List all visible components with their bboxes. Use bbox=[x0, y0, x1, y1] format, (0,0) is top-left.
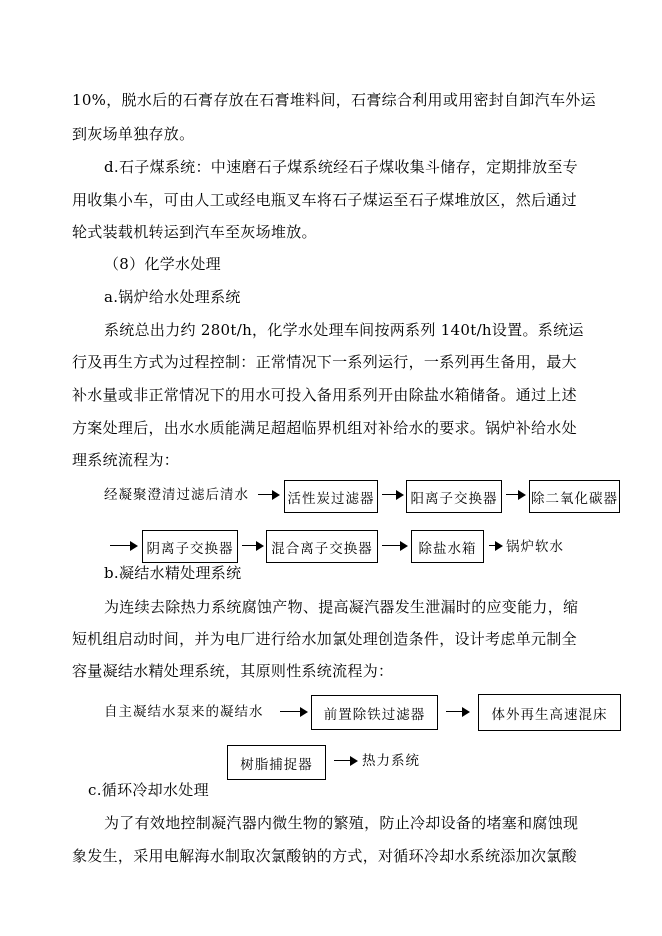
text-line: 短机组启动时间，并为电厂进行给水加氯处理创造条件，设计考虑单元制全 bbox=[72, 630, 577, 648]
text-line: 用收集小车，可由人工或经电瓶叉车将石子煤运至石子煤堆放区，然后通过 bbox=[72, 191, 577, 209]
text-line: 象发生，采用电解海水制取次氯酸钠的方式，对循环冷却水系统添加次氯酸 bbox=[72, 847, 577, 865]
subsection-heading: b.凝结水精处理系统 bbox=[104, 564, 242, 582]
text-line: 方案处理后，出水水质能满足超超临界机组对补给水的要求。锅炉补给水处 bbox=[72, 419, 577, 437]
flow-arrow bbox=[110, 541, 138, 551]
flow-box-resin-trap: 树脂捕捉器 bbox=[227, 745, 326, 780]
text-line: 10%，脱水后的石膏存放在石膏堆料间，石膏综合利用或用密封自卸汽车外运 bbox=[72, 91, 596, 109]
flow-box-anion-exchanger: 阴离子交换器 bbox=[142, 530, 238, 563]
flow-box-external-regeneration-mixed-bed: 体外再生高速混床 bbox=[478, 694, 621, 731]
flow-arrow bbox=[258, 490, 280, 500]
text-line: 系统总出力约 280t/h，化学水处理车间按两系列 140t/h设置。系统运 bbox=[104, 321, 584, 339]
flow-start-label: 经凝聚澄清过滤后清水 bbox=[104, 487, 249, 503]
flow-arrow bbox=[382, 541, 408, 551]
text-line: 轮式装载机转运到汽车至灰场堆放。 bbox=[72, 223, 317, 241]
flow-box-activated-carbon-filter: 活性炭过滤器 bbox=[284, 480, 378, 513]
text-line: 补水量或非正常情况下的用水可投入备用系列开由除盐水箱储备。通过上述 bbox=[72, 386, 577, 404]
flow-arrow bbox=[334, 756, 358, 766]
text-line: d.石子煤系统：中速磨石子煤系统经石子煤收集斗储存，定期排放至专 bbox=[104, 158, 578, 176]
flow-arrow bbox=[280, 707, 308, 717]
text-line: 到灰场单独存放。 bbox=[72, 125, 195, 143]
flow-end-label: 锅炉软水 bbox=[506, 539, 564, 555]
flow-arrow bbox=[446, 707, 470, 717]
flow-box-decarbonizer: 除二氧化碳器 bbox=[529, 480, 620, 513]
flow-box-cation-exchanger: 阳离子交换器 bbox=[406, 480, 502, 513]
flow-box-mixed-bed-exchanger: 混合离子交换器 bbox=[266, 530, 378, 563]
text-line: 为连续去除热力系统腐蚀产物、提高凝汽器发生泄漏时的应变能力，缩 bbox=[104, 598, 579, 616]
flow-arrow bbox=[242, 541, 264, 551]
text-line: 理系统流程为： bbox=[72, 451, 180, 469]
flow-arrow bbox=[506, 490, 526, 500]
flow-arrow bbox=[382, 490, 404, 500]
text-line: 为了有效地控制凝汽器内微生物的繁殖，防止冷却设备的堵塞和腐蚀现 bbox=[104, 814, 579, 832]
flow-box-demineralized-water-tank: 除盐水箱 bbox=[411, 530, 484, 563]
text-line: 容量凝结水精处理系统，其原则性系统流程为： bbox=[72, 662, 394, 680]
text-line: 行及再生方式为过程控制：正常情况下一系列运行，一系列再生备用，最大 bbox=[72, 353, 577, 371]
flow-arrow bbox=[489, 541, 503, 551]
flow-start-label: 自主凝结水泵来的凝结水 bbox=[104, 704, 264, 720]
flow-box-pre-iron-removal-filter: 前置除铁过滤器 bbox=[311, 695, 438, 730]
subsection-heading: a.锅炉给水处理系统 bbox=[104, 288, 241, 306]
flow-end-label: 热力系统 bbox=[362, 753, 420, 769]
subsection-heading: c.循环冷却水处理 bbox=[88, 781, 209, 799]
section-heading: （8）化学水处理 bbox=[104, 255, 221, 273]
